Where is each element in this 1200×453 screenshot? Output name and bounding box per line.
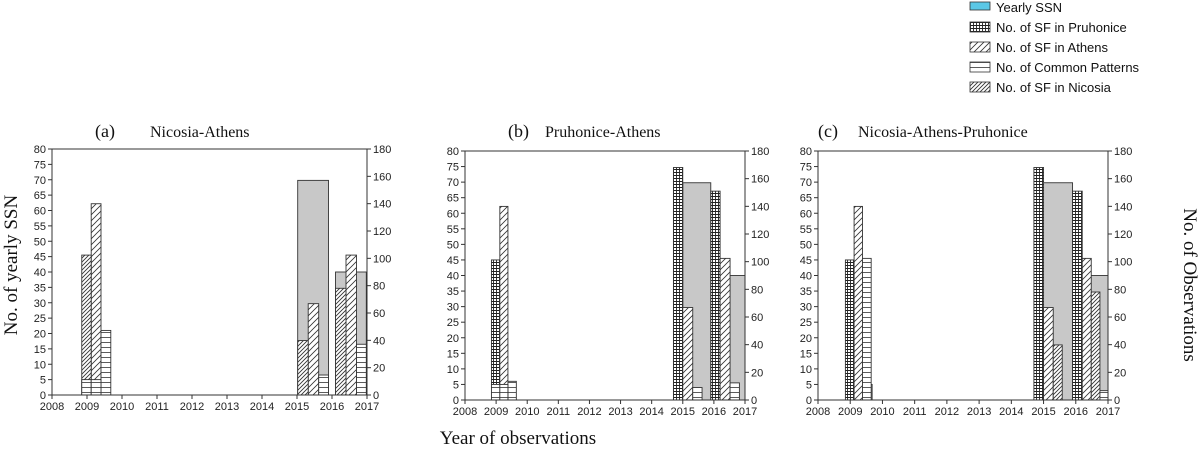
panel-c-y-tick-label: 15 (799, 348, 812, 361)
legend-swatch-ssn (970, 2, 990, 10)
panel-c-x-tick-label: 2008 (805, 406, 831, 418)
panel-b-y-tick-label: 35 (446, 286, 459, 299)
panel-a-bar-nicosia (298, 341, 309, 395)
panel-a-y2-tick-label: 180 (373, 144, 392, 156)
panel-a-bar-athens (308, 304, 319, 395)
panel-b-label: (b) (508, 121, 529, 141)
panel-c-y-tick-label: 70 (799, 177, 812, 190)
panel-b-y-tick-label: 50 (446, 239, 459, 252)
panel-a-y-tick-label: 15 (33, 343, 46, 356)
panel-b-y2-tick-label: 20 (751, 367, 764, 380)
panel-b-bar-pruhonice (711, 191, 720, 400)
panel-a-x-tick-label: 2012 (179, 401, 205, 413)
panel-b-y-tick-label: 15 (446, 348, 459, 361)
panel-b-x-tick-label: 2017 (732, 406, 758, 418)
panel-c-y2-tick-label: 80 (1114, 284, 1127, 297)
panel-a-y2-tick-label: 100 (373, 253, 392, 266)
panel-a-x-tick-label: 2008 (39, 401, 65, 413)
legend-label-athens: No. of SF in Athens (996, 40, 1109, 55)
panel-c-bar-athens (1082, 258, 1091, 400)
panel-a-y-tick-label: 65 (33, 190, 46, 203)
panel-b-y-tick-label: 25 (446, 317, 459, 330)
panel-b-y2-tick-label: 180 (751, 146, 770, 158)
panel-c-x-tick-label: 2010 (870, 406, 895, 418)
panel-b-y-tick-label: 70 (446, 177, 459, 190)
panel-c-y2-tick-label: 100 (1114, 256, 1133, 269)
panel-c-x-tick-label: 2014 (999, 406, 1024, 418)
panel-a-x-tick-label: 2014 (249, 401, 275, 413)
panel-b-bar-athens (500, 206, 508, 400)
panel-b-y-tick-label: 55 (446, 223, 459, 236)
panel-b-bar-pruhonice (491, 260, 499, 400)
panel-a-chart (34, 144, 392, 413)
panel-b-y2-tick-label: 140 (751, 201, 770, 214)
panel-c-y-tick-label: 55 (799, 223, 812, 236)
panel-b-y-tick-label: 60 (446, 208, 459, 221)
panel-c-y2-tick-label: 180 (1114, 146, 1133, 158)
panel-a-bar-nicosia (82, 255, 91, 395)
panel-b-x-tick-label: 2008 (452, 406, 478, 418)
panel-a-y2-tick-label: 120 (373, 226, 392, 238)
panel-c-x-tick-label: 2011 (902, 406, 927, 418)
panel-a-title: Nicosia-Athens (150, 124, 250, 141)
panel-a-bar-athens (346, 255, 357, 395)
panel-b-title: Pruhonice-Athens (545, 124, 661, 141)
panel-b-x-tick-label: 2010 (514, 406, 540, 418)
panel-c-x-tick-label: 2012 (934, 406, 960, 418)
legend-label-nicosia: No. of SF in Nicosia (996, 80, 1111, 95)
legend-swatch-pruhonice (970, 22, 990, 32)
panel-a-label: (a) (95, 121, 115, 141)
panel-b-bar-common (491, 384, 499, 400)
y-axis-title-left: No. of yearly SSN (1, 194, 22, 336)
panel-b-y2-tick-label: 120 (751, 229, 770, 241)
panel-a-x-tick-label: 2011 (145, 401, 169, 413)
panel-a-x-tick-label: 2017 (354, 401, 380, 413)
panel-a-bar-nicosia (336, 288, 347, 395)
panel-b-y-tick-label: 80 (446, 146, 459, 158)
panel-c-x-tick-label: 2013 (966, 406, 992, 418)
panel-a-bar-common (357, 344, 367, 395)
panel-c-y-tick-label: 0 (805, 395, 812, 407)
panel-c-y-tick-label: 25 (799, 317, 812, 330)
panel-a-y2-tick-label: 160 (373, 171, 392, 184)
panel-b-y-tick-label: 45 (446, 254, 459, 267)
panel-c-label: (c) (818, 121, 838, 141)
panel-b-bar-common (693, 388, 702, 400)
panel-a-y2-tick-label: 40 (373, 335, 386, 348)
panel-c-y2-tick-label: 160 (1114, 173, 1133, 186)
panel-a-y2-tick-label: 20 (373, 362, 386, 375)
panel-a-y-tick-label: 80 (33, 144, 46, 156)
panel-b-y-tick-label: 20 (446, 332, 459, 345)
panel-b-x-tick-label: 2013 (608, 406, 633, 418)
panel-a-y2-tick-label: 80 (373, 280, 386, 293)
panel-c-bar-nicosia (1091, 292, 1100, 400)
panel-c-y-tick-label: 40 (799, 270, 812, 283)
panel-a-bar-common (91, 380, 101, 395)
panel-b-y2-tick-label: 80 (751, 284, 764, 297)
panel-c-y-tick-label: 45 (799, 254, 812, 267)
panel-b-y-tick-label: 65 (446, 192, 459, 205)
panel-b-x-tick-label: 2014 (639, 406, 664, 418)
panel-a-y-tick-label: 50 (33, 236, 46, 249)
panel-a-x-tick-label: 2013 (214, 401, 240, 413)
panel-c-y2-tick-label: 140 (1114, 201, 1133, 214)
panel-b-y-tick-label: 5 (452, 379, 459, 392)
panel-b-x-tick-label: 2011 (546, 406, 571, 418)
panel-a-y-tick-label: 25 (33, 313, 46, 326)
panel-b-x-tick-label: 2015 (670, 406, 696, 418)
panel-b-y2-tick-label: 100 (751, 256, 770, 269)
panel-a-y-tick-label: 5 (39, 374, 46, 387)
y-axis-title-right: No. of Observations (1179, 208, 1200, 362)
panel-b-y-tick-label: 30 (446, 301, 459, 314)
panel-a-y-tick-label: 20 (33, 328, 46, 341)
panel-b-y2-tick-label: 160 (751, 173, 770, 186)
legend-swatch-common (970, 62, 990, 72)
panel-c-chart (800, 146, 1133, 418)
panel-c-y-tick-label: 50 (799, 239, 812, 252)
panel-c-bar-pruhonice (1034, 168, 1044, 401)
panel-a-y-tick-label: 75 (33, 159, 46, 172)
panel-b-bar-common (508, 381, 516, 400)
panel-a-x-tick-label: 2015 (284, 401, 310, 413)
panel-a-bar-athens (91, 204, 101, 395)
panel-c-bar-athens (854, 206, 862, 400)
legend-swatch-nicosia (970, 82, 990, 92)
panel-a-y-tick-label: 45 (33, 251, 46, 264)
panel-a-y2-tick-label: 0 (373, 390, 380, 402)
panel-c-y-tick-label: 80 (799, 146, 812, 158)
panel-c-y2-tick-label: 20 (1114, 367, 1127, 380)
panel-a-y-tick-label: 10 (33, 359, 46, 372)
panel-c-bar-common (1100, 391, 1108, 400)
panel-a-x-tick-label: 2010 (109, 401, 135, 413)
panel-c-y2-tick-label: 60 (1114, 312, 1127, 324)
panel-c-y-tick-label: 75 (799, 161, 812, 174)
panel-b-bar-athens (720, 258, 730, 400)
legend-swatch-athens (970, 42, 990, 52)
panel-b-y2-tick-label: 0 (751, 395, 758, 407)
panel-a-y-tick-label: 70 (33, 174, 46, 187)
panel-b-x-tick-label: 2009 (483, 406, 509, 418)
panel-b-bar-athens (683, 308, 693, 400)
panel-b-chart (447, 146, 770, 418)
panel-a-y-tick-label: 30 (33, 297, 46, 310)
panel-a-y-tick-label: 55 (33, 220, 46, 233)
panel-a-bar-common (101, 330, 111, 395)
panel-b-y-tick-label: 75 (446, 161, 459, 174)
panel-c-y2-tick-label: 40 (1114, 339, 1127, 352)
panel-c-x-tick-label: 2016 (1063, 406, 1089, 418)
panel-c-y-tick-label: 65 (799, 192, 812, 205)
panel-c-y-tick-label: 30 (799, 301, 812, 314)
panel-c-bar-pruhonice (1073, 191, 1083, 400)
panel-b-x-tick-label: 2016 (701, 406, 727, 418)
panel-a-y2-tick-label: 60 (373, 308, 386, 320)
panel-c-y-tick-label: 60 (799, 208, 812, 221)
panel-c-y-tick-label: 5 (805, 379, 812, 392)
panel-a-x-tick-label: 2009 (74, 401, 100, 413)
panel-a-bar-common (82, 380, 91, 395)
panel-a-y2-tick-label: 140 (373, 198, 392, 211)
panel-a-bar-common (319, 375, 329, 395)
panel-c-y2-tick-label: 0 (1114, 395, 1121, 407)
panel-a-y-tick-label: 0 (39, 390, 46, 402)
legend-label-pruhonice: No. of SF in Pruhonice (996, 20, 1127, 35)
panel-c-y-tick-label: 10 (799, 363, 812, 376)
legend-label-ssn: Yearly SSN (996, 0, 1062, 15)
panel-b-y-tick-label: 10 (446, 363, 459, 376)
x-axis-title: Year of observations (439, 428, 597, 449)
panel-c-bar-common (862, 258, 871, 400)
panel-a-y-tick-label: 40 (33, 267, 46, 279)
panel-c-bar-nicosia (1053, 345, 1062, 400)
panel-b-y-tick-label: 40 (446, 270, 459, 283)
legend (970, 0, 1140, 95)
panel-c-x-tick-label: 2017 (1095, 406, 1121, 418)
panel-b-bar-pruhonice (673, 168, 682, 401)
panel-a-y-tick-label: 60 (33, 205, 46, 218)
panel-c-y-tick-label: 35 (799, 286, 812, 299)
panel-a-y-tick-label: 35 (33, 282, 46, 295)
panel-b-y2-tick-label: 40 (751, 339, 764, 352)
panel-b-bar-common (500, 384, 508, 400)
legend-label-common: No. of Common Patterns (996, 60, 1140, 75)
panel-c-x-tick-label: 2015 (1031, 406, 1056, 418)
panel-b-bar-common (730, 383, 739, 400)
panel-b-y-tick-label: 0 (452, 395, 459, 407)
panel-c-y2-tick-label: 120 (1114, 229, 1133, 241)
panel-a-x-tick-label: 2016 (319, 401, 345, 413)
panel-b-y2-tick-label: 60 (751, 312, 764, 324)
panel-c-bar-pruhonice (845, 260, 854, 400)
panel-c-x-tick-label: 2009 (837, 406, 863, 418)
panel-c-y-tick-label: 20 (799, 332, 812, 345)
panel-b-x-tick-label: 2012 (577, 406, 602, 418)
panel-c-bar-athens (1044, 308, 1054, 400)
panel-c-title: Nicosia-Athens-Pruhonice (858, 124, 1028, 141)
